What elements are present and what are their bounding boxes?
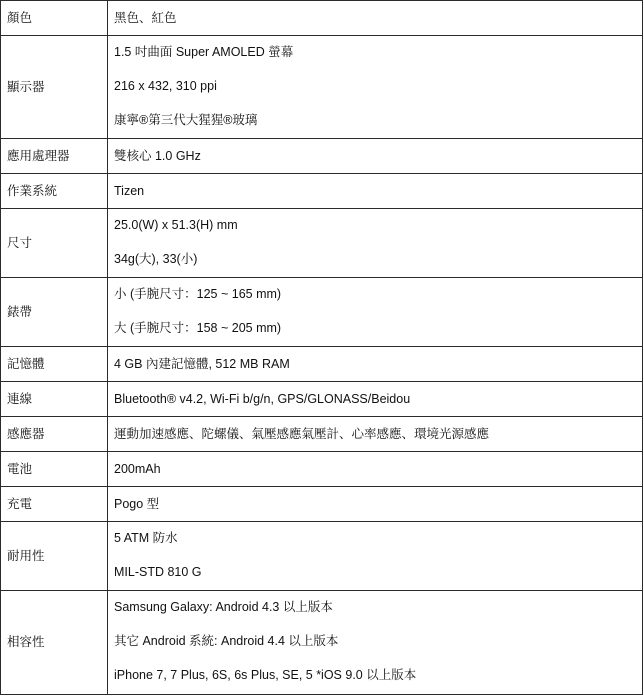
row-value	[108, 452, 643, 487]
table-row	[1, 278, 643, 347]
table-row	[1, 591, 643, 695]
row-label: 顯示器	[1, 36, 108, 139]
table-row	[1, 452, 643, 487]
row-value	[108, 1, 643, 36]
table-row	[1, 347, 643, 382]
table-row	[1, 1, 643, 36]
value-line: 216 x 432, 310 ppi	[114, 79, 217, 93]
table-row	[1, 36, 643, 139]
value-line: 1.5 吋曲面 Super AMOLED 螢幕	[114, 45, 294, 59]
row-label: 記憶體	[1, 347, 108, 382]
row-label: 耐用性	[1, 522, 108, 591]
value-line: 運動加速感應、陀螺儀、氣壓感應氣壓計、心率感應、環境光源感應	[114, 426, 490, 441]
row-value	[108, 347, 643, 382]
row-value	[108, 522, 643, 591]
value-line: 康寧®第三代大猩猩®玻璃	[114, 113, 258, 127]
value-line: Tizen	[114, 183, 145, 198]
value-line: 雙核心 1.0 GHz	[114, 148, 201, 163]
value-line: 大 (手腕尺寸：158 ~ 205 mm)	[114, 321, 282, 335]
row-label: 電池	[1, 452, 108, 487]
row-label: 錶帶	[1, 278, 108, 347]
value-line: 黑色、紅色	[114, 10, 177, 25]
row-label: 相容性	[1, 591, 108, 695]
table-row	[1, 417, 643, 452]
value-line: 25.0(W) x 51.3(H) mm	[114, 218, 238, 232]
row-value	[108, 36, 643, 139]
row-value	[108, 278, 643, 347]
value-line: 4 GB 內建記憶體, 512 MB RAM	[114, 356, 290, 371]
row-value	[108, 209, 643, 278]
row-value	[108, 174, 643, 209]
row-value	[108, 487, 643, 522]
value-line: 200mAh	[114, 461, 161, 476]
row-value	[108, 382, 643, 417]
value-line: iPhone 7, 7 Plus, 6S, 6s Plus, SE, 5 *iOS 9.0 以上版本	[114, 668, 417, 682]
table-row	[1, 487, 643, 522]
row-value	[108, 139, 643, 174]
value-line: Samsung Galaxy: Android 4.3 以上版本	[114, 600, 333, 614]
row-label: 顏色	[1, 1, 108, 36]
value-line: 5 ATM 防水	[114, 531, 178, 545]
table-row	[1, 174, 643, 209]
table-row	[1, 209, 643, 278]
value-line: Bluetooth® v4.2, Wi-Fi b/g/n, GPS/GLONASS/Beidou	[114, 391, 411, 406]
table-row	[1, 522, 643, 591]
value-line: Pogo 型	[114, 496, 160, 511]
table-row	[1, 382, 643, 417]
value-line: MIL-STD 810 G	[114, 565, 202, 579]
value-line: 34g(大), 33(小)	[114, 252, 198, 266]
table-row	[1, 139, 643, 174]
row-label: 充電	[1, 487, 108, 522]
row-label: 連線	[1, 382, 108, 417]
row-label: 感應器	[1, 417, 108, 452]
value-line: 小 (手腕尺寸：125 ~ 165 mm)	[114, 287, 282, 301]
row-value	[108, 591, 643, 695]
value-line: 其它 Android 系統: Android 4.4 以上版本	[114, 634, 339, 648]
row-label: 尺寸	[1, 209, 108, 278]
row-label: 作業系統	[1, 174, 108, 209]
row-label: 應用處理器	[1, 139, 108, 174]
row-value	[108, 417, 643, 452]
